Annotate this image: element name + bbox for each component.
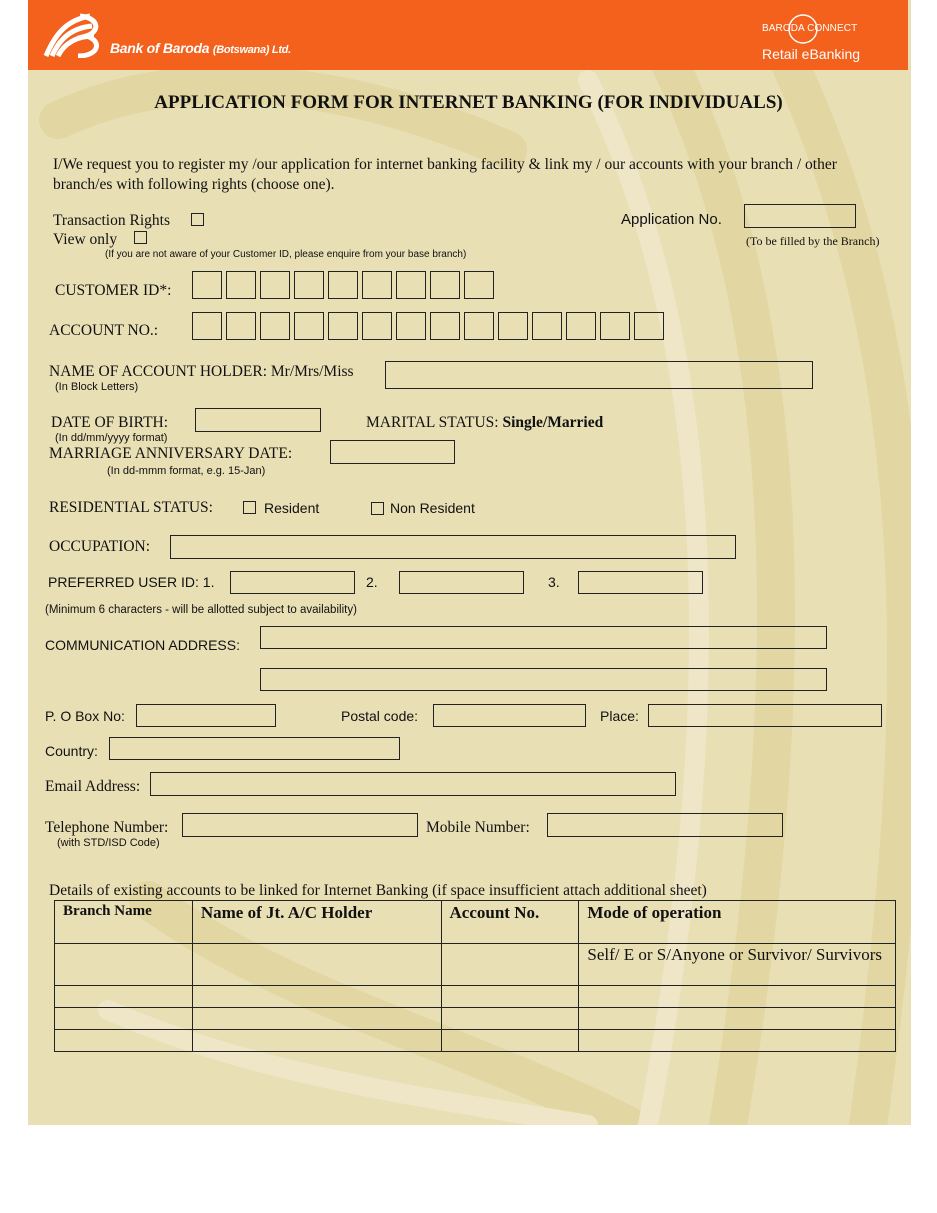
communication-address-label: COMMUNICATION ADDRESS: (45, 637, 240, 653)
mobile-field[interactable] (547, 813, 783, 837)
transaction-rights-label: Transaction Rights (53, 212, 170, 229)
joint-holder-cell[interactable] (192, 1030, 441, 1052)
anniversary-field[interactable] (330, 440, 455, 464)
account-no-label: ACCOUNT NO.: (49, 322, 159, 339)
table-row (55, 1008, 896, 1030)
joint-holder-cell[interactable] (192, 944, 441, 986)
po-box-field[interactable] (136, 704, 276, 727)
customer-id-digit-box[interactable] (226, 271, 256, 299)
resident-checkbox[interactable] (243, 501, 256, 514)
country-field[interactable] (109, 737, 400, 760)
mode-of-operation-cell[interactable] (579, 1008, 896, 1030)
account-no-digit-box[interactable] (634, 312, 664, 340)
account-no-digit-box[interactable] (566, 312, 596, 340)
account-holder-field[interactable] (385, 361, 813, 389)
postal-code-field[interactable] (433, 704, 586, 727)
user-id-option-3-field[interactable] (578, 571, 703, 594)
header-banner (28, 0, 908, 70)
account-no-digit-box[interactable] (294, 312, 324, 340)
joint-holder-cell[interactable] (192, 986, 441, 1008)
std-isd-note: (with STD/ISD Code) (57, 837, 160, 849)
account-no-digit-box[interactable] (226, 312, 256, 340)
account-no-cell[interactable] (441, 1008, 579, 1030)
user-id-option-1-field[interactable] (230, 571, 355, 594)
marital-status (366, 414, 603, 432)
branch-name-cell[interactable] (55, 944, 193, 986)
account-no-digit-box[interactable] (532, 312, 562, 340)
linked-accounts-table (54, 900, 896, 1052)
anniversary-label: MARRIAGE ANNIVERSARY DATE: (49, 445, 293, 462)
transaction-rights-checkbox[interactable] (191, 213, 204, 226)
application-no-field[interactable] (744, 204, 856, 228)
account-no-digit-box[interactable] (362, 312, 392, 340)
customer-id-digit-box[interactable] (192, 271, 222, 299)
customer-id-boxes[interactable] (192, 271, 494, 299)
account-no-digit-box[interactable] (498, 312, 528, 340)
bank-logo-icon (42, 12, 100, 58)
account-no-digit-box[interactable] (464, 312, 494, 340)
customer-id-digit-box[interactable] (362, 271, 392, 299)
address-line-2-field[interactable] (260, 668, 827, 691)
block-letters-note: (In Block Letters) (55, 381, 139, 393)
intro-line-2: branch/es with following rights (choose one). (53, 176, 335, 193)
anniversary-format-note: (In dd-mmm format, e.g. 15-Jan) (107, 465, 266, 477)
table-row (55, 1030, 896, 1052)
table-header-row (55, 901, 896, 944)
non-resident-checkbox[interactable] (371, 502, 384, 515)
application-no-label: Application No. (621, 211, 722, 228)
country-label: Country: (45, 743, 98, 759)
non-resident-label: Non Resident (390, 500, 475, 516)
mode-of-operation-cell[interactable]: Self/ E or S/Anyone or Survivor/ Survivors (579, 944, 896, 986)
user-id-option-2-field[interactable] (399, 571, 524, 594)
branch-name-cell[interactable] (55, 986, 193, 1008)
user-id-option-2-label: 2. (366, 574, 378, 590)
marital-status-label: MARITAL STATUS: (366, 414, 499, 431)
dob-field[interactable] (195, 408, 321, 432)
email-field[interactable] (150, 772, 676, 796)
intro-line-1: I/We request you to register my /our application for internet banking facility & link my / our accounts with your branch / other (53, 156, 837, 173)
customer-id-digit-box[interactable] (396, 271, 426, 299)
dob-format-note: (In dd/mm/yyyy format) (55, 432, 168, 444)
baroda-connect-brand (762, 12, 872, 64)
branch-name-header: Branch Name (55, 901, 193, 944)
joint-holder-cell[interactable] (192, 1008, 441, 1030)
account-holder-label: NAME OF ACCOUNT HOLDER: Mr/Mrs/Miss (49, 363, 354, 380)
joint-holder-header: Name of Jt. A/C Holder (192, 901, 441, 944)
application-no-note: (To be filled by the Branch) (746, 234, 880, 248)
customer-id-digit-box[interactable] (260, 271, 290, 299)
address-line-1-field[interactable] (260, 626, 827, 649)
account-no-header: Account No. (441, 901, 579, 944)
occupation-label: OCCUPATION: (49, 538, 151, 555)
place-field[interactable] (648, 704, 882, 727)
brand-top-text: BARODA CONNECT (762, 23, 858, 34)
table-row (55, 986, 896, 1008)
customer-id-digit-box[interactable] (294, 271, 324, 299)
email-label: Email Address: (45, 778, 141, 795)
resident-label: Resident (264, 500, 320, 516)
telephone-field[interactable] (182, 813, 418, 837)
preferred-user-id-label: PREFERRED USER ID: 1. (48, 574, 215, 590)
view-only-label: View only (53, 231, 118, 248)
branch-name-cell[interactable] (55, 1008, 193, 1030)
occupation-field[interactable] (170, 535, 736, 559)
customer-id-label: CUSTOMER ID*: (55, 282, 172, 299)
residential-status-label: RESIDENTIAL STATUS: (49, 499, 213, 516)
account-no-digit-box[interactable] (260, 312, 290, 340)
account-no-digit-box[interactable] (396, 312, 426, 340)
telephone-label: Telephone Number: (45, 819, 169, 836)
customer-id-digit-box[interactable] (464, 271, 494, 299)
table-row (55, 944, 896, 986)
user-id-note: (Minimum 6 characters - will be allotted subject to availability) (45, 604, 357, 616)
user-id-option-3-label: 3. (548, 574, 560, 590)
dob-label: DATE OF BIRTH: (51, 414, 169, 431)
account-no-digit-box[interactable] (328, 312, 358, 340)
linked-accounts-caption: Details of existing accounts to be linked for Internet Banking (if space insufficient attach additional sheet) (49, 882, 707, 899)
mobile-label: Mobile Number: (426, 819, 530, 836)
bank-name: Bank of Baroda (Botswana) Ltd. (110, 40, 291, 56)
place-label: Place: (600, 708, 639, 724)
account-no-digit-box[interactable] (600, 312, 630, 340)
bank-name-suffix: (Botswana) Ltd. (212, 44, 291, 56)
view-only-checkbox[interactable] (134, 231, 147, 244)
customer-id-digit-box[interactable] (328, 271, 358, 299)
account-no-boxes[interactable] (192, 312, 664, 340)
mode-of-operation-header: Mode of operation (579, 901, 896, 944)
account-no-digit-box[interactable] (192, 312, 222, 340)
brand-bottom-text: Retail eBanking (762, 46, 861, 62)
customer-id-enquiry-note: (If you are not aware of your Customer ID, please enquire from your base branch) (105, 249, 467, 260)
account-no-digit-box[interactable] (430, 312, 460, 340)
mode-of-operation-cell[interactable] (579, 986, 896, 1008)
account-no-cell[interactable] (441, 1030, 579, 1052)
postal-code-label: Postal code: (341, 708, 419, 724)
form-title: APPLICATION FORM FOR INTERNET BANKING (FOR INDIVIDUALS) (154, 92, 783, 113)
marital-status-options: Single/Married (502, 414, 604, 431)
branch-name-cell[interactable] (55, 1030, 193, 1052)
customer-id-digit-box[interactable] (430, 271, 460, 299)
po-box-label: P. O Box No: (45, 708, 125, 724)
mode-of-operation-cell[interactable] (579, 1030, 896, 1052)
account-no-cell[interactable] (441, 986, 579, 1008)
account-no-cell[interactable] (441, 944, 579, 986)
